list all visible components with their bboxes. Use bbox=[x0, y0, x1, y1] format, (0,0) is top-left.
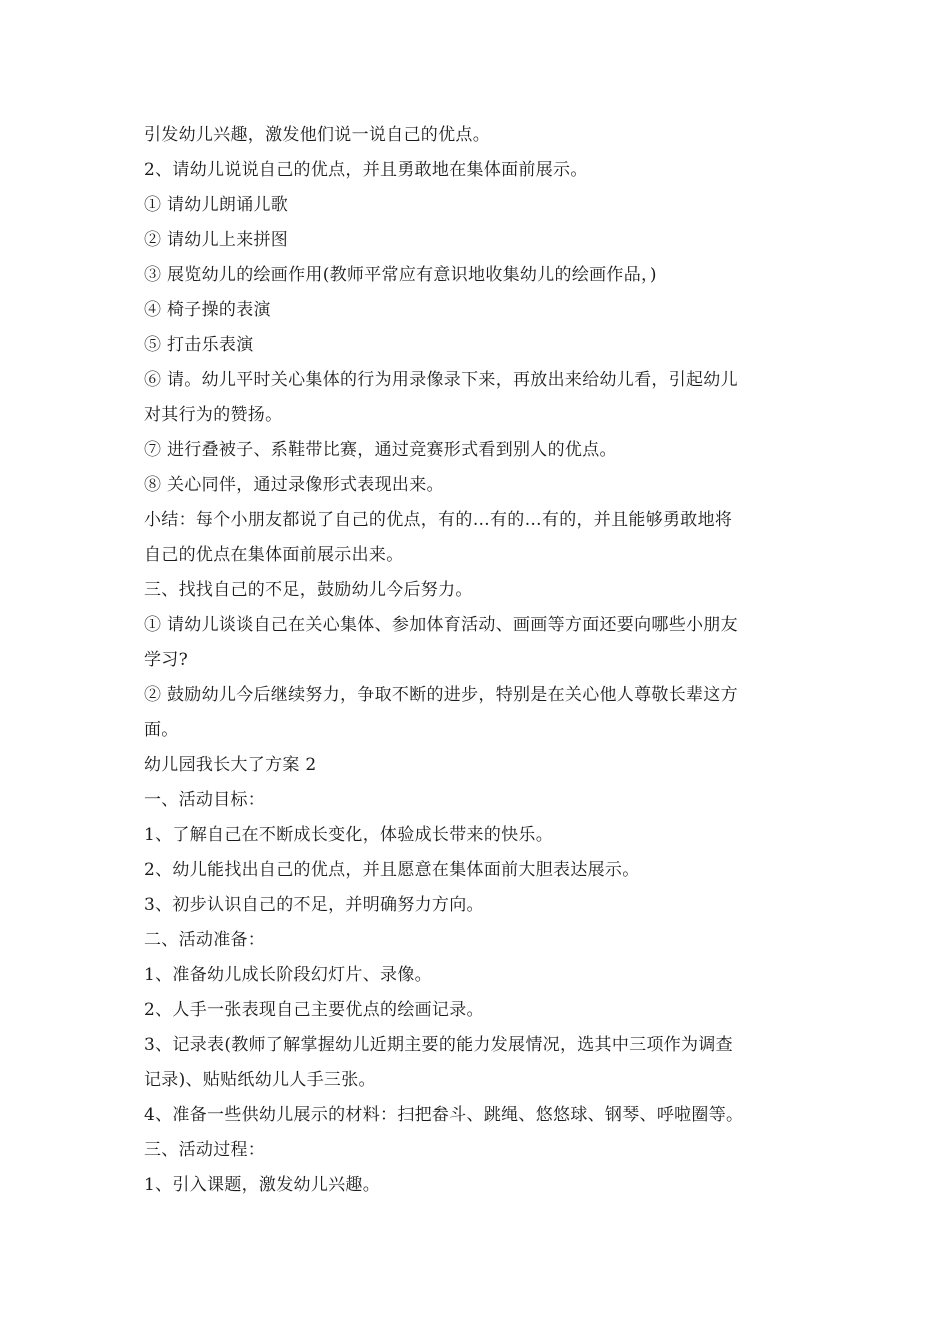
text-line: 对其行为的赞扬。 bbox=[144, 405, 283, 425]
text-line: ① 请幼儿谈谈自己在关心集体、参加体育活动、画画等方面还要向哪些小朋友 bbox=[144, 615, 738, 635]
text-line: ① 请幼儿朗诵儿歌 bbox=[144, 195, 289, 215]
document-body bbox=[144, 118, 814, 1203]
text-line: ③ 展览幼儿的绘画作用(教师平常应有意识地收集幼儿的绘画作品，) bbox=[144, 265, 657, 285]
section-heading: 二、活动准备： bbox=[144, 930, 266, 950]
section-heading: 一、活动目标： bbox=[144, 790, 266, 810]
text-line: 2、人手一张表现自己主要优点的绘画记录。 bbox=[144, 1000, 484, 1020]
text-line: 小结：每个小朋友都说了自己的优点，有的…有的…有的，并且能够勇敢地将 bbox=[144, 510, 733, 530]
text-line: 学习? bbox=[144, 650, 189, 670]
text-line: ⑤ 打击乐表演 bbox=[144, 335, 254, 355]
text-line: ② 请幼儿上来拼图 bbox=[144, 230, 289, 250]
text-line: 1、了解自己在不断成长变化，体验成长带来的快乐。 bbox=[144, 825, 554, 845]
text-line: 引发幼儿兴趣，激发他们说一说自己的优点。 bbox=[144, 125, 490, 145]
text-line: 记录)、贴贴纸幼儿人手三张。 bbox=[144, 1070, 376, 1090]
section-heading: 三、找找自己的不足，鼓励幼儿今后努力。 bbox=[144, 580, 473, 600]
text-line: 2、请幼儿说说自己的优点，并且勇敢地在集体面前展示。 bbox=[144, 160, 588, 180]
text-line: 1、准备幼儿成长阶段幻灯片、录像。 bbox=[144, 965, 432, 985]
text-line: 3、记录表(教师了解掌握幼儿近期主要的能力发展情况，选其中三项作为调查 bbox=[144, 1035, 733, 1055]
section-heading: 三、活动过程： bbox=[144, 1140, 266, 1160]
text-line: 自己的优点在集体面前展示出来。 bbox=[144, 545, 404, 565]
text-line: 4、准备一些供幼儿展示的材料：扫把畚斗、跳绳、悠悠球、钢琴、呼啦圈等。 bbox=[144, 1105, 744, 1125]
text-line: 3、初步认识自己的不足，并明确努力方向。 bbox=[144, 895, 484, 915]
text-line: ② 鼓励幼儿今后继续努力，争取不断的进步，特别是在关心他人尊敬长辈这方 bbox=[144, 685, 738, 705]
text-line: 1、引入课题，激发幼儿兴趣。 bbox=[144, 1175, 381, 1195]
text-line: 面。 bbox=[144, 720, 179, 740]
text-line: ⑦ 进行叠被子、系鞋带比赛，通过竞赛形式看到别人的优点。 bbox=[144, 440, 617, 460]
text-line: ④ 椅子操的表演 bbox=[144, 300, 271, 320]
text-line: 2、幼儿能找出自己的优点，并且愿意在集体面前大胆表达展示。 bbox=[144, 860, 640, 880]
text-line: ⑧ 关心同伴，通过录像形式表现出来。 bbox=[144, 475, 444, 495]
text-line: ⑥ 请。幼儿平时关心集体的行为用录像录下来，再放出来给幼儿看，引起幼儿 bbox=[144, 370, 738, 390]
document-title: 幼儿园我长大了方案 2 bbox=[144, 755, 317, 775]
